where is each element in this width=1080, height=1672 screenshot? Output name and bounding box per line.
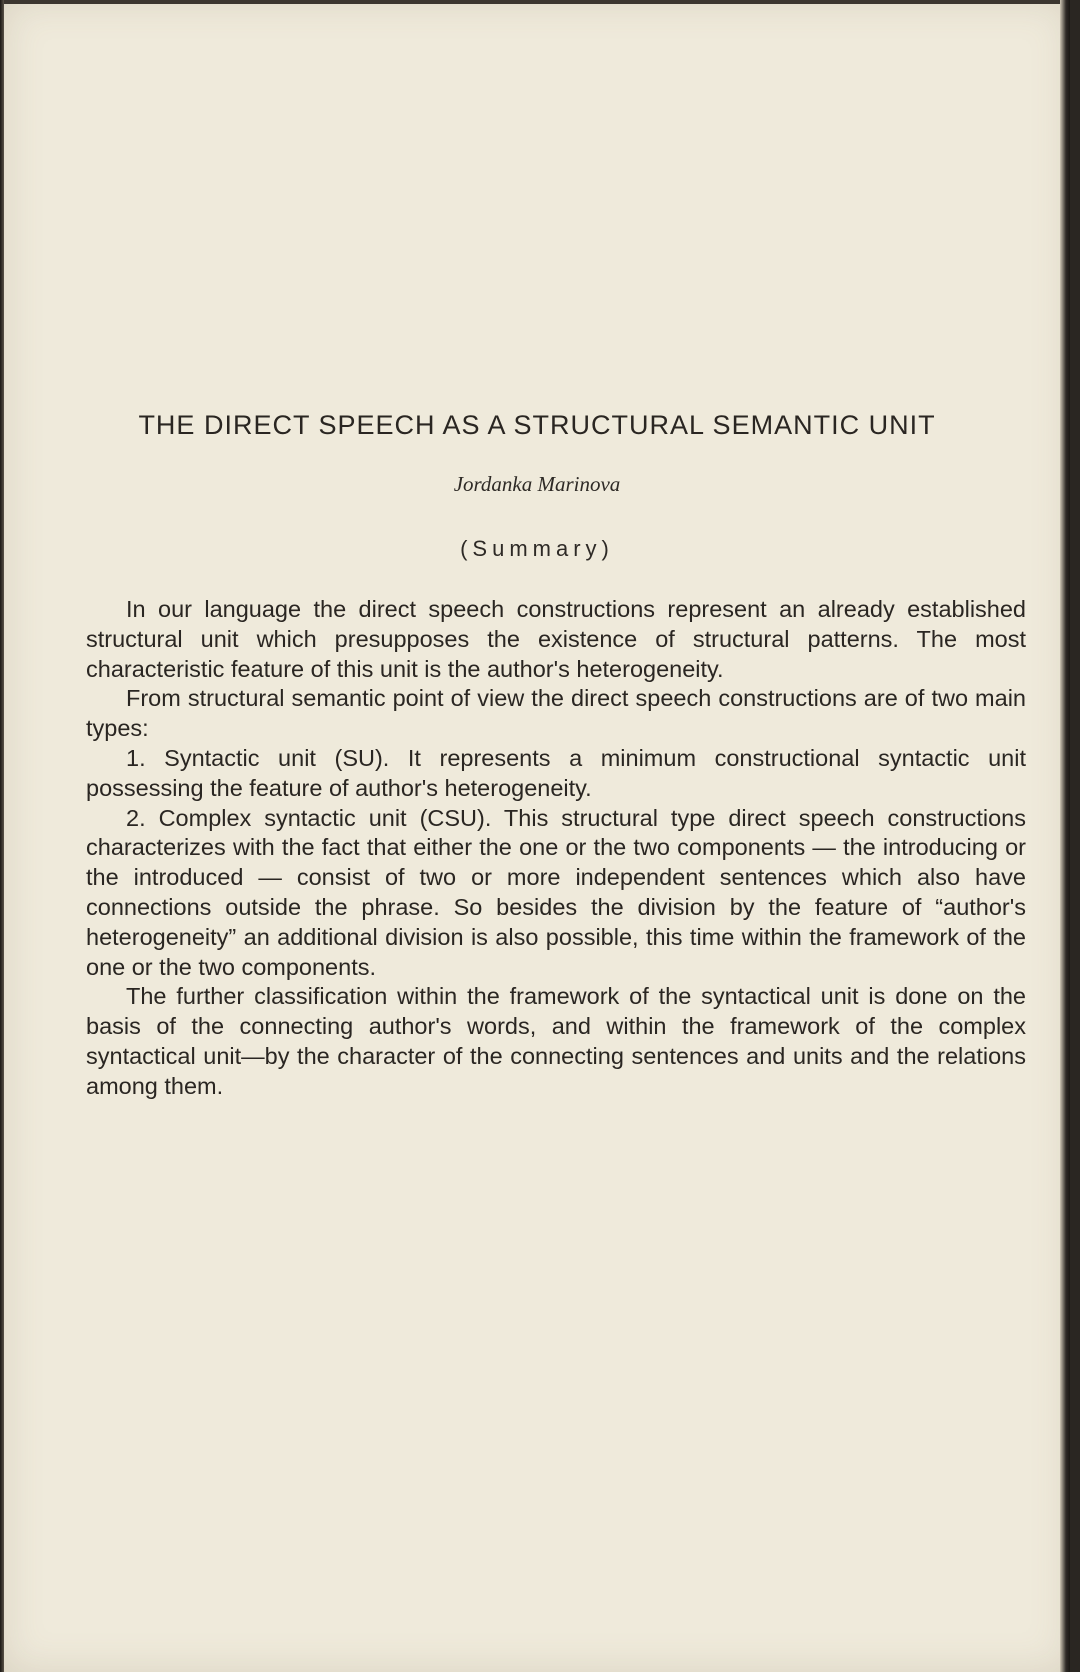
paragraph-3: 1. Syntactic unit (SU). It represents a minimum constructional syntactic unit possessing the feature of author's heterogeneity.	[86, 744, 1026, 801]
section-label: (Summary)	[460, 536, 614, 561]
summary-body	[86, 595, 1026, 1102]
author-name: Jordanka Marinova	[453, 472, 621, 496]
paragraph-2: From structural semantic point of view the direct speech constructions are of two main types:	[86, 685, 1026, 742]
document-title: THE DIRECT SPEECH AS A STRUCTURAL SEMANTIC UNIT	[138, 410, 936, 440]
paragraph-5: The further classification within the framework of the syntactical unit is done on the basis of the connecting author's words, and within the framework of the complex syntactical unit—by the character of the connecting sentences and units and the relations among them.	[86, 983, 1026, 1099]
page-right-edge	[1060, 0, 1070, 1672]
paragraph-4: 2. Complex syntactic unit (CSU). This structural type direct speech constructions characterizes with the fact that either the one or the two components — the introducing or the introduced — consist of two or more independent sentences which also have connections outside the phrase. So besides the division by the feature of “author's heterogeneity” an additional division is also possible, this time within the framework of the one or the two components.	[86, 804, 1026, 980]
document-page	[4, 0, 1070, 1672]
paragraph-1: In our language the direct speech constructions represent an already established structural unit which presupposes the existence of structural patterns. The most characteristic feature of this unit is the author's heterogeneity.	[86, 596, 1026, 682]
